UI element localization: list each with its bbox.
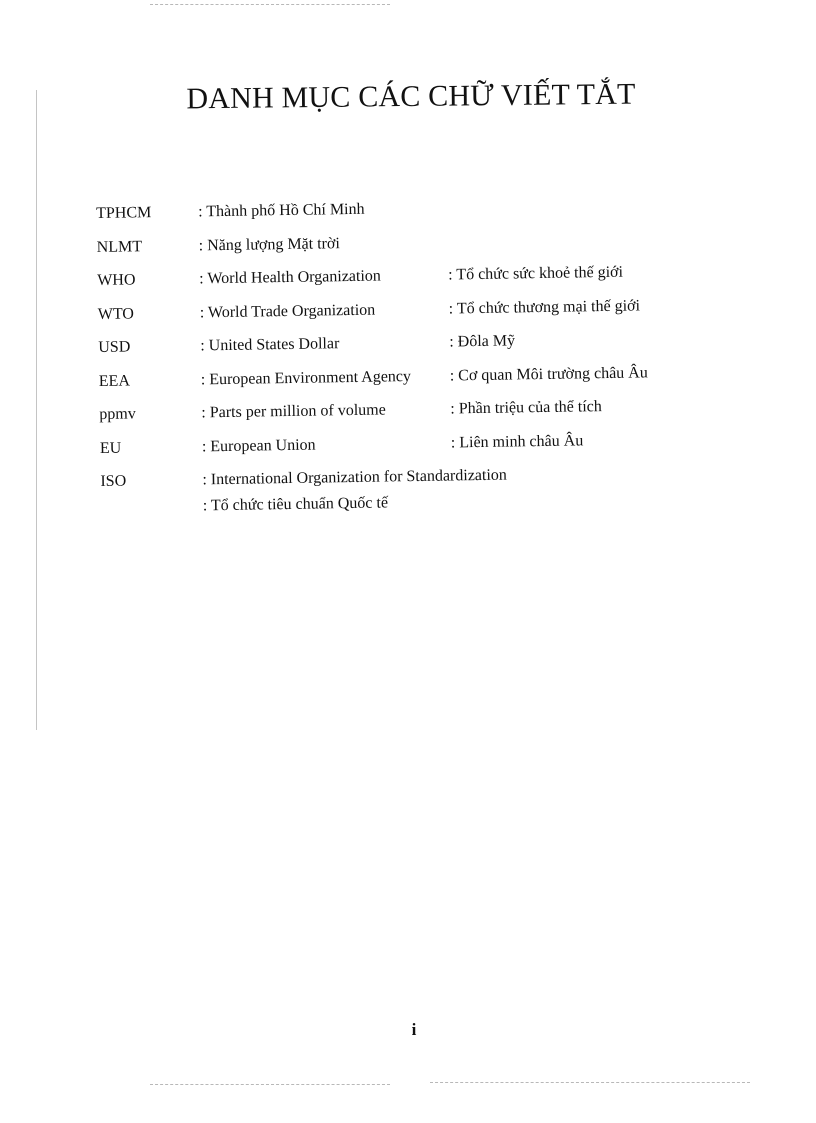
abbreviation-expansion: : United States Dollar — [200, 335, 340, 355]
abbreviation-code: EEA — [98, 371, 131, 390]
scan-border-top — [150, 4, 390, 5]
page-number: i — [411, 1020, 417, 1039]
abbreviation-code: TPHCM — [96, 204, 152, 222]
abbreviation-code: EU — [99, 439, 122, 457]
abbreviation-expansion: : Thành phố Hồ Chí Minh — [198, 200, 365, 221]
abbreviation-translation: : Đôla Mỹ — [449, 332, 516, 351]
abbreviation-code: WHO — [97, 271, 136, 289]
abbreviation-translation: : Tổ chức sức khoẻ thế giới — [448, 263, 624, 284]
abbreviation-translation: : Phần triệu của thể tích — [450, 398, 602, 418]
abbreviation-code: WTO — [97, 304, 135, 323]
abbreviation-code: NLMT — [96, 237, 143, 256]
abbreviation-translation: : Tổ chức thương mại thế giới — [448, 296, 641, 317]
abbreviation-translation: : Liên minh châu Âu — [450, 431, 584, 451]
abbreviation-expansion: : World Health Organization — [199, 267, 381, 288]
scan-border-bottom-right — [430, 1082, 750, 1083]
abbreviation-expansion: : European Union — [201, 436, 316, 455]
abbreviation-expansion: : International Organization for Standardization — [202, 466, 507, 489]
abbreviation-translation: : Tổ chức tiêu chuẩn Quốc tế — [202, 494, 389, 515]
abbreviation-expansion: : European Environment Agency — [200, 367, 412, 388]
abbreviation-code: ppmv — [99, 405, 136, 423]
scan-margin-line — [36, 90, 37, 730]
abbreviation-code: ISO — [100, 472, 127, 490]
abbreviation-list — [96, 192, 701, 529]
page-title: DANH MỤC CÁC CHỮ VIẾT TẮT — [186, 77, 636, 116]
abbreviation-translation: : Cơ quan Môi trường châu Âu — [449, 363, 648, 384]
abbreviation-code: USD — [98, 338, 131, 356]
abbreviation-expansion: : Năng lượng Mặt trời — [198, 234, 340, 254]
abbreviation-row — [100, 460, 701, 529]
scan-border-bottom-left — [150, 1084, 390, 1085]
abbreviation-expansion: : Parts per million of volume — [201, 401, 386, 422]
abbreviation-expansion: : World Trade Organization — [199, 301, 376, 321]
